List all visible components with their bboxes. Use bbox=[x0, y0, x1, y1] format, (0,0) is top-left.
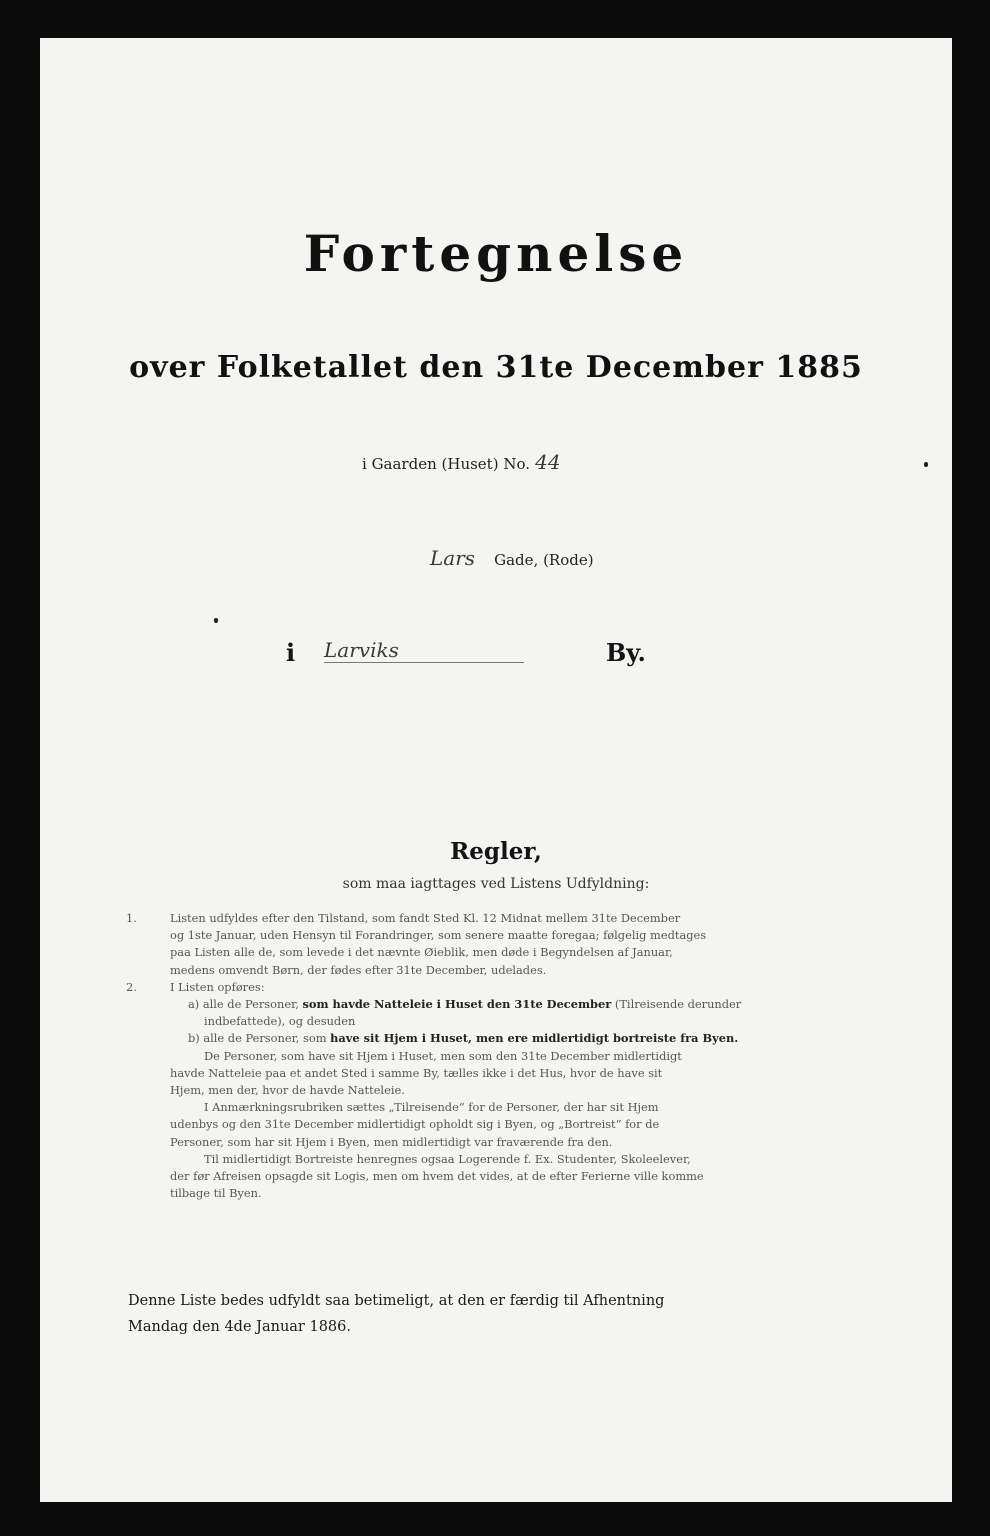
rule-2a-text: a) alle de Personer, bbox=[188, 997, 303, 1012]
rule-2-item-a bbox=[170, 996, 810, 1013]
ink-speck bbox=[214, 618, 218, 623]
rule-2-item-b bbox=[170, 1030, 810, 1047]
footer-line: Denne Liste bedes udfyldt saa betimeligt, at den er færdig til Afhentning bbox=[128, 1293, 665, 1309]
rule-2-item-a-cont: indbefattede), og desuden bbox=[204, 1014, 356, 1029]
town-line bbox=[324, 638, 524, 663]
rule-2b-emphasis: have sit Hjem i Huset, men ere midlertidigt bortreiste fra Byen. bbox=[330, 1031, 739, 1046]
rule-paragraph-3 bbox=[170, 1048, 810, 1100]
rule-line: tilbage til Byen. bbox=[170, 1186, 262, 1201]
rule-line: udenbys og den 31te December midlertidigt opholdt sig i Byen, og „Bortreist“ for de bbox=[170, 1117, 660, 1132]
rule-1-line: paa Listen alle de, som levede i det nævnte Øieblik, men døde i Begyndelsen af Januar, bbox=[170, 945, 673, 960]
rule-1 bbox=[126, 910, 810, 979]
rule-2-intro: I Listen opføres: bbox=[170, 979, 265, 994]
rule-line: De Personer, som have sit Hjem i Huset, men som den 31te December midlertidigt bbox=[204, 1048, 682, 1063]
house-number-line bbox=[362, 450, 561, 474]
rule-line: I Anmærkningsrubriken sættes „Tilreisende“ for de Personer, der har sit Hjem bbox=[204, 1100, 659, 1115]
footer-line: Mandag den 4de Januar 1886. bbox=[128, 1319, 351, 1335]
footer-note bbox=[128, 1288, 828, 1340]
rule-line: havde Natteleie paa et andet Sted i samme By, tælles ikke i det Hus, hvor de have sit bbox=[170, 1065, 663, 1080]
town-value: Larviks bbox=[324, 638, 524, 663]
rule-1-line: medens omvendt Børn, der fødes efter 31te December, udelades. bbox=[170, 962, 547, 977]
rule-line: Hjem, men der, hvor de havde Natteleie. bbox=[170, 1083, 405, 1098]
street-line bbox=[430, 546, 594, 570]
rule-2 bbox=[126, 979, 810, 1048]
rule-line: Personer, som har sit Hjem i Byen, men midlertidigt var fraværende fra den. bbox=[170, 1134, 613, 1149]
rule-1-line: Listen udfyldes efter den Tilstand, som fandt Sted Kl. 12 Midnat mellem 31te December bbox=[170, 911, 681, 925]
town-suffix: By. bbox=[606, 638, 646, 667]
rules-title: Regler, bbox=[450, 838, 542, 865]
house-number-value: 44 bbox=[535, 450, 561, 474]
rules-list bbox=[126, 910, 810, 1202]
town-prefix: i bbox=[286, 638, 296, 667]
rule-2-number: 2. bbox=[126, 979, 137, 994]
census-form-page bbox=[40, 38, 952, 1502]
rule-2a-emphasis: som havde Natteleie i Huset den 31te December bbox=[302, 997, 612, 1012]
street-value: Lars bbox=[430, 546, 476, 570]
rule-1-line: og 1ste Januar, uden Hensyn til Forandringer, som senere maatte foregaa; følgelig medtages bbox=[170, 928, 707, 943]
form-title: Fortegnelse bbox=[303, 224, 689, 283]
rule-paragraph-5 bbox=[170, 1151, 810, 1203]
rule-2b-text: b) alle de Personer, som bbox=[188, 1031, 331, 1046]
rule-1-number: 1. bbox=[126, 911, 137, 925]
house-label: i Gaarden (Huset) No. bbox=[362, 455, 530, 473]
rules-subtitle: som maa iagttages ved Listens Udfyldning: bbox=[342, 876, 650, 892]
rule-paragraph-4 bbox=[170, 1099, 810, 1151]
form-subtitle: over Folketallet den 31te December 1885 bbox=[129, 350, 863, 385]
street-label: Gade, (Rode) bbox=[494, 551, 594, 569]
rule-line: Til midlertidigt Bortreiste henregnes ogsaa Logerende f. Ex. Studenter, Skoleelever, bbox=[204, 1151, 691, 1166]
rule-line: der før Afreisen opsagde sit Logis, men om hvem det vides, at de efter Ferierne ville komme bbox=[170, 1169, 704, 1184]
ink-speck bbox=[924, 462, 928, 467]
rule-2a-text-end: (Tilreisende derunder bbox=[611, 997, 742, 1012]
